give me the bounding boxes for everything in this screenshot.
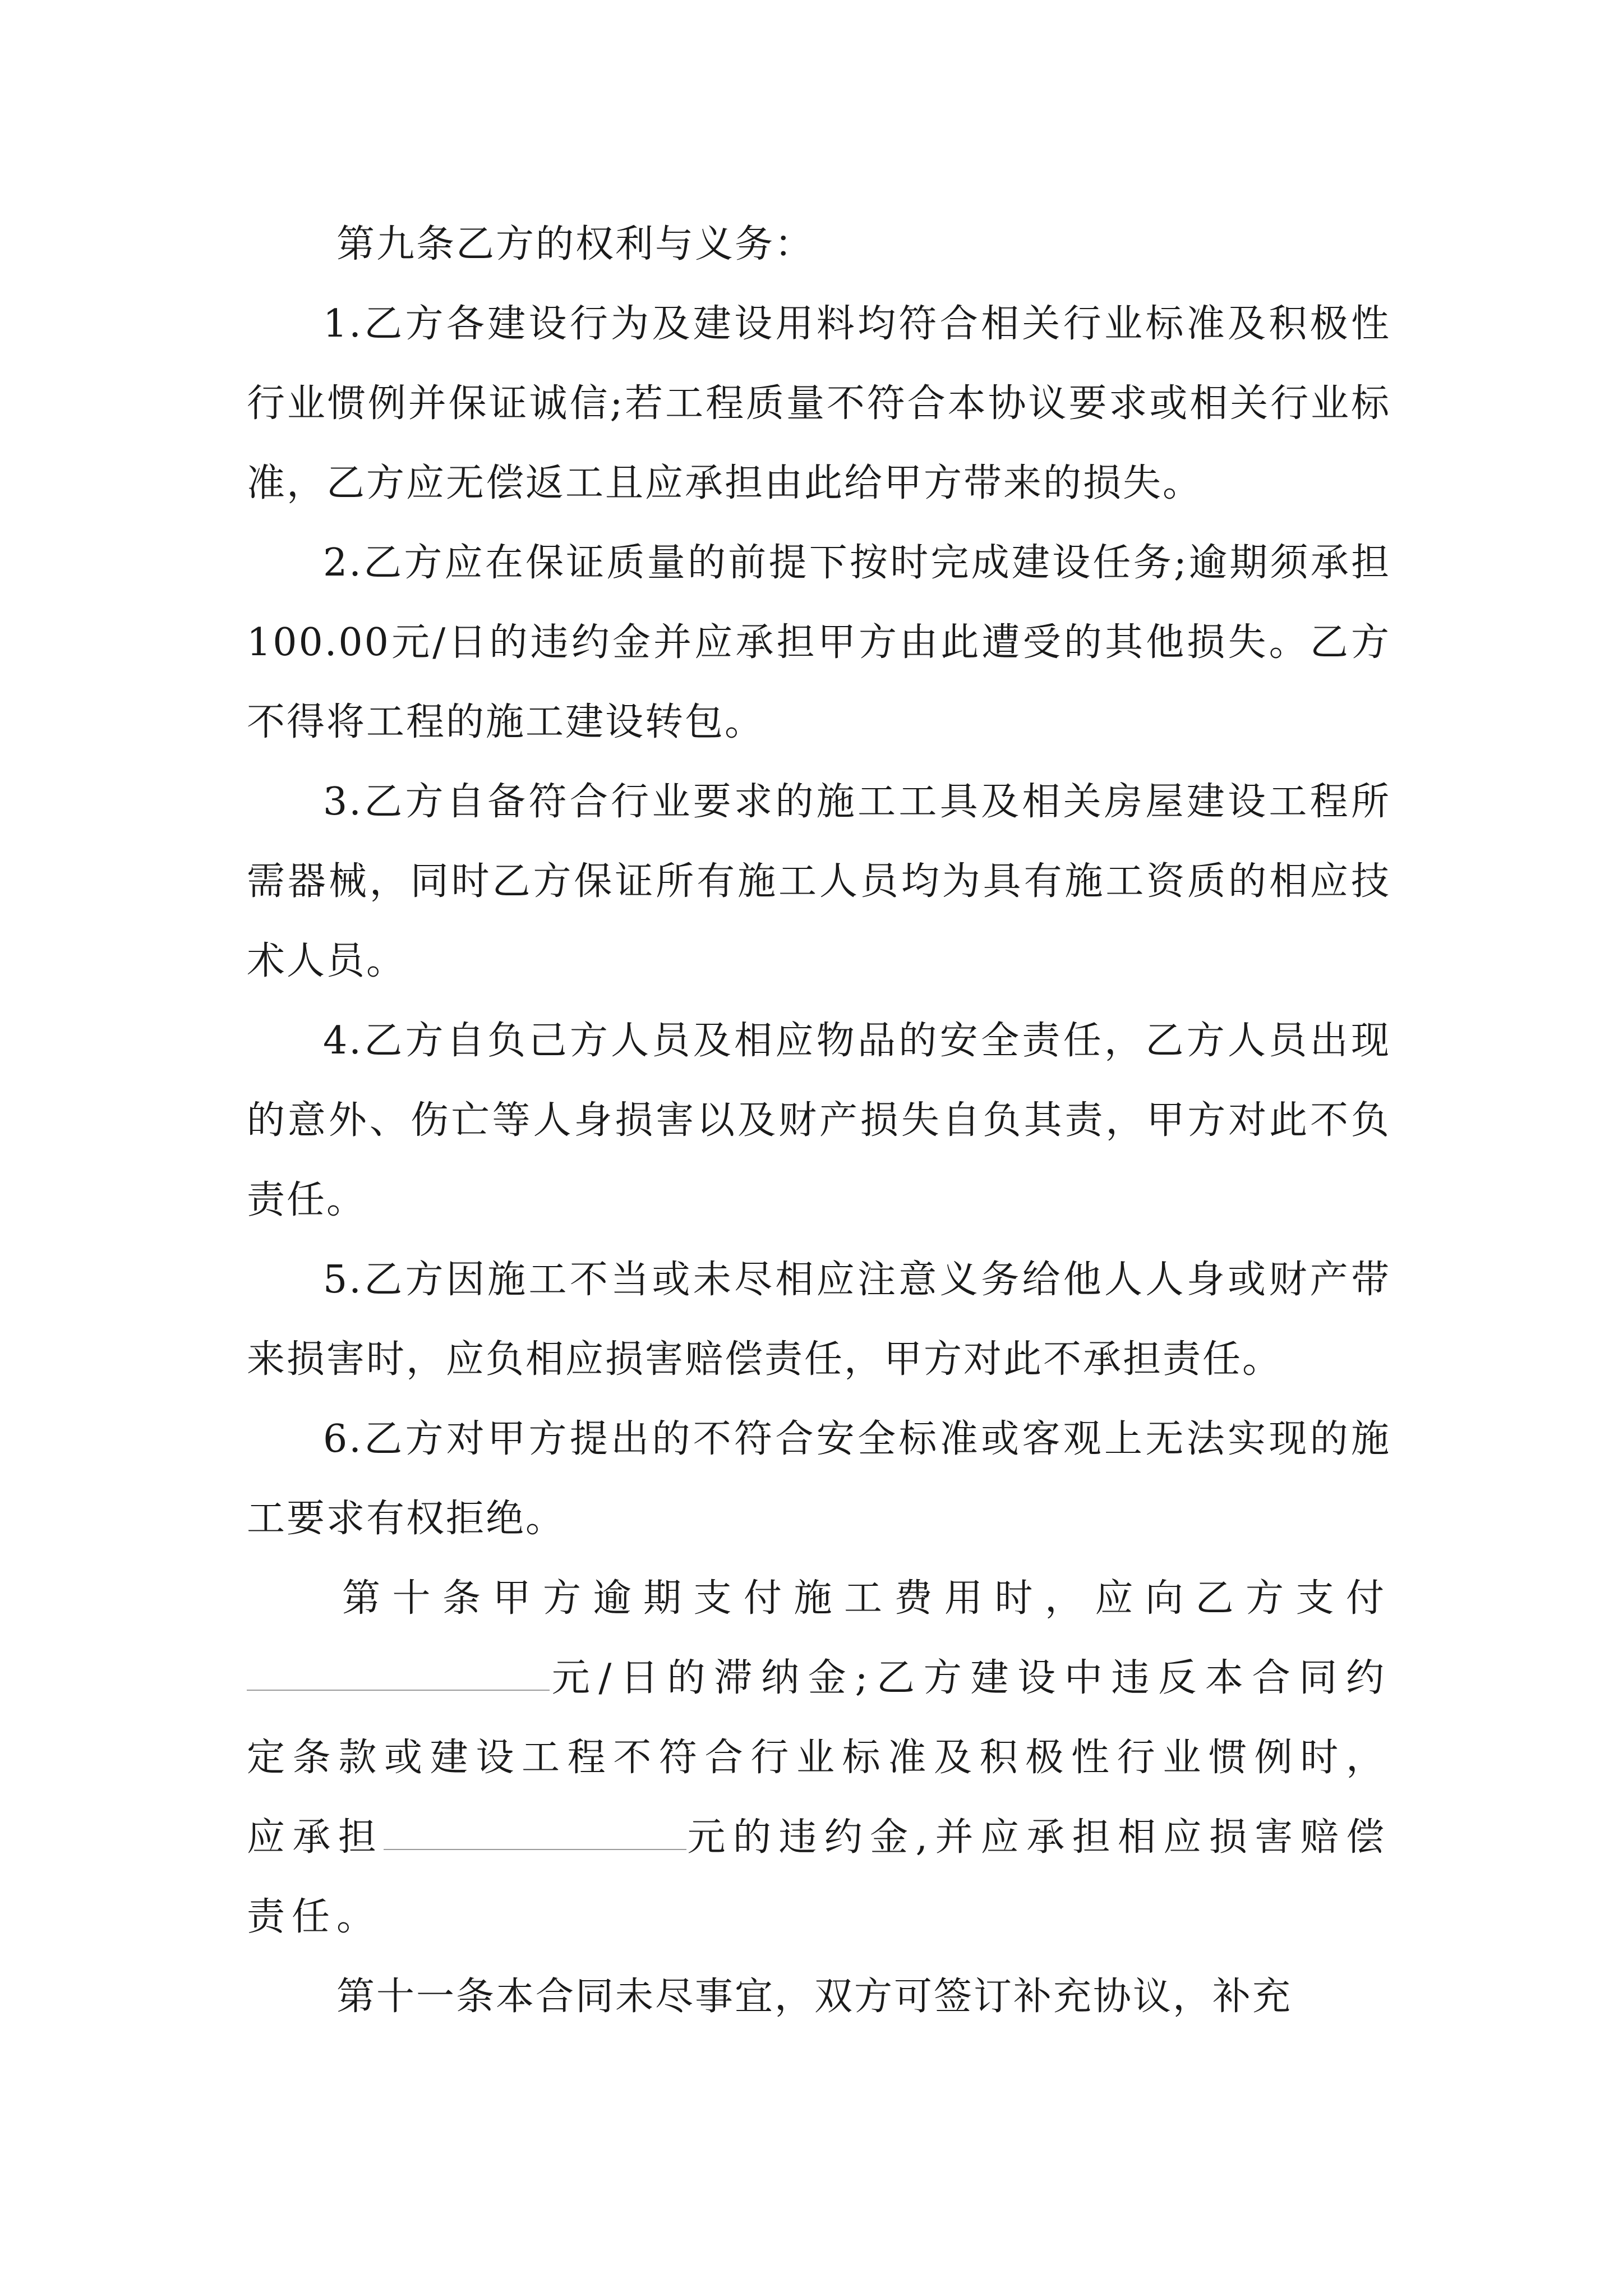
- article-10-text-1: 第十条甲方逾期支付施工费用时，应向乙方支付: [342, 1576, 1391, 1621]
- contract-body: [247, 205, 1391, 2037]
- article-9-heading: 第九条乙方的权利与义务：: [336, 222, 815, 266]
- article-10: [247, 1559, 1391, 1957]
- clause-6: 6.乙方对甲方提出的不符合安全标准或客观上无法实现的施工要求有权拒绝。: [247, 1417, 1391, 1541]
- clause-2: 2.乙方应在保证质量的前提下按时完成建设任务;逾期须承担100.00元/日的违约金并应承担甲方由此遭受的其他损失。乙方不得将工程的施工建设转包。: [247, 541, 1391, 744]
- late-fee-blank: [247, 1657, 550, 1691]
- article-11: 第十一条本合同未尽事宜，双方可签订补充协议，补充: [336, 1975, 1293, 2019]
- clause-4: 4.乙方自负己方人员及相应物品的安全责任，乙方人员出现的意外、伤亡等人身损害以及财产损失自负其责，甲方对此不负责任。: [247, 1019, 1391, 1222]
- clause-1: 1.乙方各建设行为及建设用料均符合相关行业标准及积极性行业惯例并保证诚信;若工程质量不符合本协议要求或相关行业标准，乙方应无偿返工且应承担由此给甲方带来的损失。: [247, 302, 1391, 505]
- clause-5: 5.乙方因施工不当或未尽相应注意义务给他人人身或财产带来损害时，应负相应损害赔偿责任，甲方对此不承担责任。: [247, 1258, 1391, 1382]
- article-10-text-3: 元的违约金,并应承担相应损害赔偿责任。: [247, 1815, 1391, 1939]
- clause-3: 3.乙方自备符合行业要求的施工工具及相关房屋建设工程所需器械，同时乙方保证所有施工人员均为具有施工资质的相应技术人员。: [247, 780, 1391, 983]
- penalty-amount-blank: [384, 1816, 686, 1850]
- article-10-text-2: 元/日的滞纳金;乙方建设中违反本合同约定条款或建设工程不符合行业标准及积极性行业惯例时，应承担: [247, 1656, 1391, 1860]
